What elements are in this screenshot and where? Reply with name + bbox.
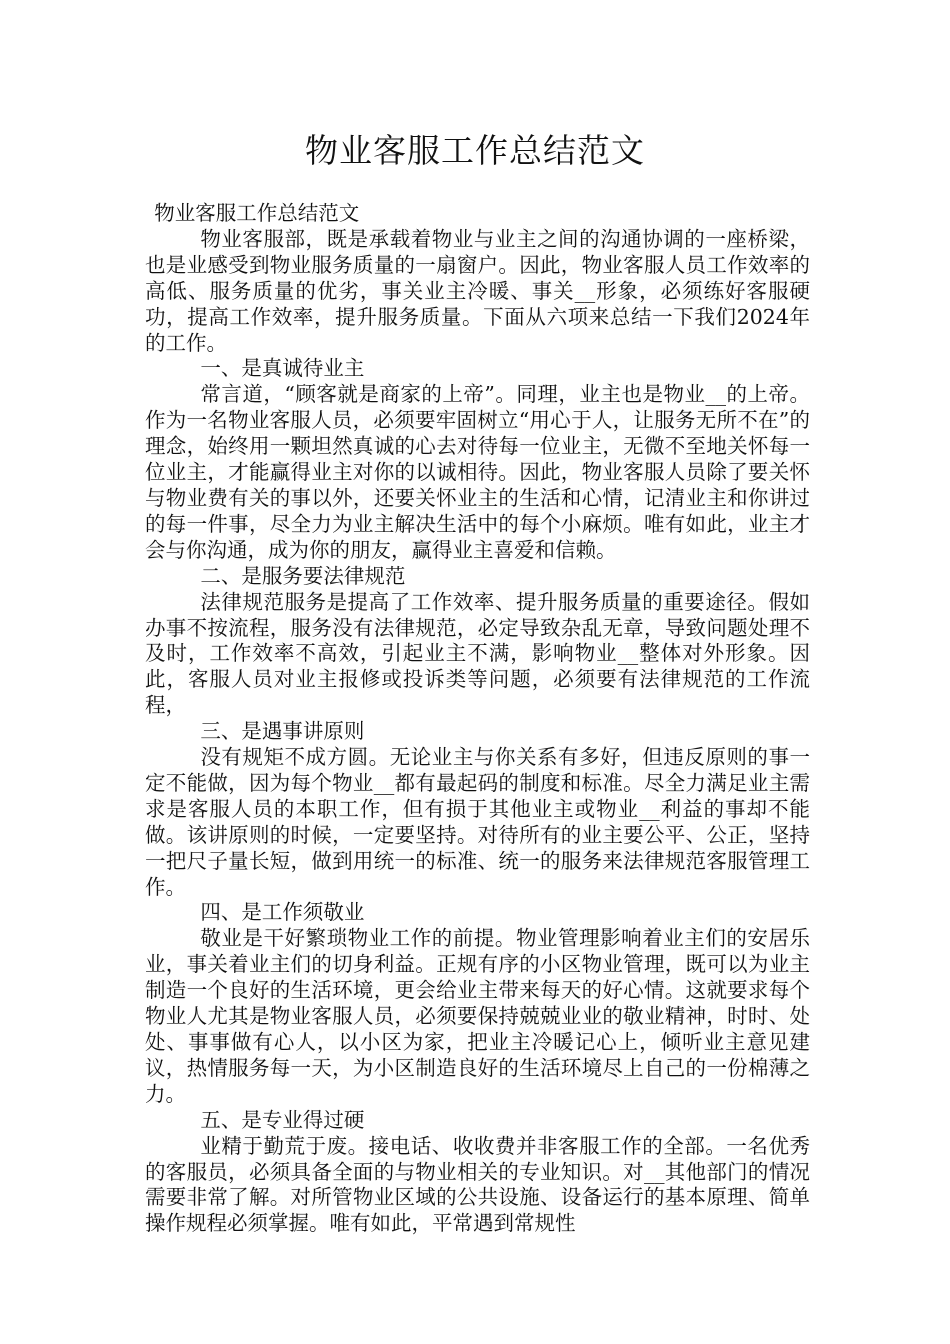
document-subtitle: 物业客服工作总结范文 bbox=[154, 201, 360, 225]
paragraph-section-3: 没有规矩不成方圆。无论业主与你关系有多好，但违反原则的事一定不能做，因为每个物业__都有最起码的制度和标准。尽全力满足业主需求是客服人员的本职工作，但有损于其他业主或物业__利益的事却不能做。该讲原则的时候，一定要坚持。对待所有的业主要公平、公正，坚持一把尺子量长短，做到用统一的标准、统一的服务来法律规范客服管理工作。 bbox=[145, 745, 810, 899]
section-heading-1: 一、是真诚待业主 bbox=[200, 356, 365, 381]
paragraph-section-4: 敬业是干好繁琐物业工作的前提。物业管理影响着业主们的安居乐业，事关着业主们的切身利益。正规有序的小区物业管理，既可以为业主制造一个良好的生活环境，更会给业主带来每天的好心情。这就要求每个物业人尤其是物业客服人员，必须要保持兢兢业业的敬业精神，时时、处处、事事做有心人，以小区为家，把业主冷暖记心上，倾听业主意见建议，热情服务每一天，为小区制造良好的生活环境尽上自己的一份棉薄之力。 bbox=[145, 926, 810, 1106]
section-heading-2: 二、是服务要法律规范 bbox=[200, 563, 406, 588]
paragraph-section-5: 业精于勤荒于废。接电话、收收费并非客服工作的全部。一名优秀的客服员，必须具备全面的与物业相关的专业知识。对__其他部门的情况需要非常了解。对所管物业区域的公共设施、设备运行的基本原理、简单操作规程必须掌握。唯有如此，平常遇到常规性 bbox=[145, 1133, 810, 1236]
paragraph-intro: 物业客服部，既是承载着物业与业主之间的沟通协调的一座桥梁，也是业感受到物业服务质量的一扇窗户。因此，物业客服人员工作效率的高低、服务质量的优劣，事关业主冷暖、事关__形象，必须练好客服硬功，提高工作效率，提升服务质量。下面从六项来总结一下我们2024年的工作。 bbox=[145, 226, 810, 355]
section-heading-4: 四、是工作须敬业 bbox=[200, 900, 365, 925]
document-title: 物业客服工作总结范文 bbox=[305, 131, 645, 170]
paragraph-section-1: 常言道，“顾客就是商家的上帝”。同理，业主也是物业__的上帝。作为一名物业客服人员，必须要牢固树立“用心于人，让服务无所不在”的理念，始终用一颗坦然真诚的心去对待每一位业主，无微不至地关怀每一位业主，才能赢得业主对你的以诚相待。因此，物业客服人员除了要关怀与物业费有关的事以外，还要关怀业主的生活和心情，记清业主和你讲过的每一件事，尽全力为业主解决生活中的每个小麻烦。唯有如此，业主才会与你沟通，成为你的朋友，赢得业主喜爱和信赖。 bbox=[145, 382, 810, 562]
paragraph-section-2: 法律规范服务是提高了工作效率、提升服务质量的重要途径。假如办事不按流程，服务没有法律规范，必定导致杂乱无章，导致问题处理不及时，工作效率不高效，引起业主不满，影响物业__整体对外形象。因此，客服人员对业主报修或投诉类等问题，必须要有法律规范的工作流程， bbox=[145, 589, 810, 718]
document-body bbox=[145, 201, 810, 1237]
section-heading-3: 三、是遇事讲原则 bbox=[200, 719, 365, 744]
section-heading-5: 五、是专业得过硬 bbox=[200, 1107, 365, 1132]
